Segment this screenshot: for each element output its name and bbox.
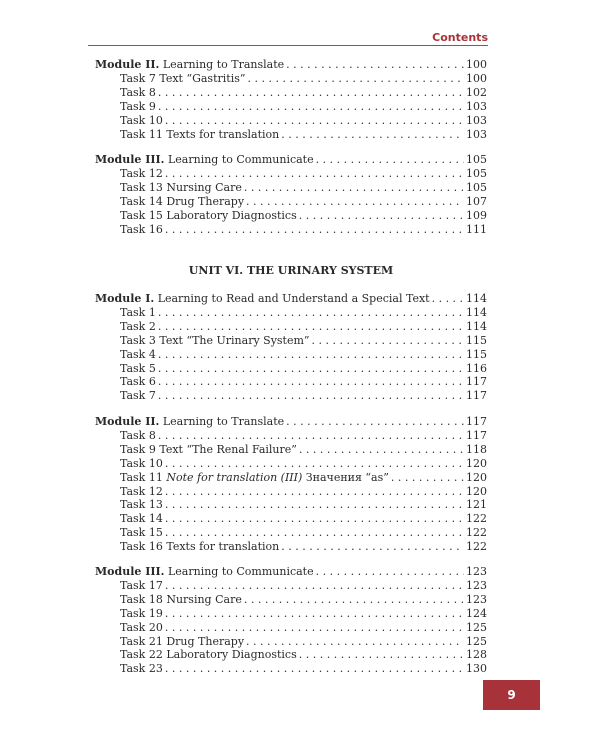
task-text: Task 14	[120, 512, 163, 526]
page-number-badge	[483, 680, 540, 710]
task-text: Task 15	[120, 526, 163, 540]
toc-task-row	[95, 621, 487, 634]
task-text: Task 15 Laboratory Diagnostics	[120, 208, 297, 222]
toc-task-row	[95, 457, 487, 470]
toc-module-row	[95, 58, 487, 71]
module-title: Learning to Translate	[162, 58, 285, 71]
leader-dots	[286, 415, 464, 428]
leader-dots	[158, 348, 464, 361]
leader-dots	[158, 86, 464, 99]
task-text: Task 9	[120, 99, 156, 113]
task-label	[95, 375, 156, 388]
task-text: Task 19	[120, 606, 163, 620]
module-label	[95, 565, 314, 578]
leader-dots	[244, 593, 464, 606]
leader-dots	[432, 292, 464, 305]
toc-task-row	[95, 320, 487, 333]
page-ref: 121	[466, 498, 487, 512]
page-ref: 105	[466, 180, 487, 194]
task-text: Task 5	[120, 361, 156, 375]
leader-dots	[391, 471, 464, 484]
task-label	[95, 526, 163, 539]
page-ref: 102	[466, 85, 487, 99]
toc-task-row	[95, 540, 487, 553]
task-label	[95, 512, 163, 525]
toc-module-row	[95, 153, 487, 166]
module-label	[95, 415, 284, 428]
toc-task-row	[95, 223, 487, 236]
task-label	[95, 362, 156, 375]
page-ref: 114	[466, 305, 487, 319]
task-text: Task 9 Text “The Renal Failure”	[120, 442, 297, 456]
task-label	[95, 648, 297, 661]
leader-dots	[165, 114, 464, 127]
page-ref: 117	[466, 415, 487, 428]
task-text: Task 10	[120, 456, 163, 470]
task-label	[95, 471, 389, 484]
task-label	[95, 457, 163, 470]
leader-dots	[165, 485, 464, 498]
page-ref: 115	[466, 347, 487, 361]
page-ref: 111	[466, 222, 487, 236]
module-title: Learning to Communicate	[167, 565, 314, 578]
leader-dots	[158, 429, 464, 442]
task-label	[95, 167, 163, 180]
leader-dots	[165, 579, 464, 592]
page-ref: 103	[466, 99, 487, 113]
leader-dots	[158, 320, 464, 333]
toc-task-row	[95, 181, 487, 194]
task-text: Task 20	[120, 620, 163, 634]
task-label	[95, 579, 163, 592]
header-rule	[88, 45, 488, 46]
leader-dots	[281, 540, 464, 553]
toc-task-row	[95, 485, 487, 498]
module-number: Module II.	[95, 415, 160, 428]
page-number: 9	[507, 688, 516, 702]
module-label	[95, 153, 314, 166]
toc-task-row	[95, 635, 487, 648]
toc-task-row	[95, 362, 487, 375]
toc-task-row	[95, 648, 487, 661]
toc-task-row	[95, 209, 487, 222]
page-ref: 107	[466, 194, 487, 208]
toc-task-row	[95, 100, 487, 113]
task-label	[95, 128, 279, 141]
leader-dots	[165, 607, 464, 620]
page-ref: 125	[466, 634, 487, 648]
leader-dots	[299, 209, 464, 222]
page-ref: 124	[466, 606, 487, 620]
module-number: Module III.	[95, 153, 165, 166]
toc-task-row	[95, 443, 487, 456]
task-label	[95, 607, 163, 620]
leader-dots	[165, 223, 464, 236]
task-text: Task 11	[120, 470, 163, 484]
toc-task-row	[95, 662, 487, 675]
toc-task-row	[95, 389, 487, 402]
toc-task-row	[95, 593, 487, 606]
leader-dots	[165, 512, 464, 525]
leader-dots	[312, 334, 464, 347]
page-ref: 123	[466, 578, 487, 592]
task-text: Task 16 Texts for translation	[120, 540, 280, 554]
toc-task-row	[95, 72, 487, 85]
task-text: Task 12	[120, 166, 163, 180]
toc-task-row	[95, 167, 487, 180]
toc-task-row	[95, 526, 487, 539]
page-ref: 115	[466, 333, 487, 347]
task-text: Task 6	[120, 375, 156, 389]
task-text: Task 16	[120, 222, 163, 236]
page-ref: 100	[466, 58, 487, 71]
page-ref: 120	[466, 456, 487, 470]
task-text: Task 14 Drug Therapy	[120, 194, 245, 208]
leader-dots	[158, 375, 464, 388]
page-ref: 117	[466, 428, 487, 442]
task-text: Task 2	[120, 319, 156, 333]
toc-module-row	[95, 292, 487, 305]
task-text: Task 7 Text “Gastritis”	[120, 71, 246, 85]
task-text: Task 3 Text “The Urinary System”	[120, 333, 310, 347]
unit-title: UNIT VI. THE URINARY SYSTEM	[188, 264, 394, 277]
leader-dots	[316, 565, 464, 578]
page-ref: 122	[466, 540, 487, 554]
page-ref: 118	[466, 442, 487, 456]
leader-dots	[286, 58, 464, 71]
page-ref: 120	[466, 484, 487, 498]
leader-dots	[165, 457, 464, 470]
leader-dots	[158, 362, 464, 375]
page-ref: 116	[466, 361, 487, 375]
page-ref: 109	[466, 208, 487, 222]
task-label	[95, 662, 163, 675]
leader-dots	[158, 389, 464, 402]
leader-dots	[246, 635, 464, 648]
module-number: Module I.	[95, 292, 155, 305]
task-label	[95, 429, 156, 442]
task-label	[95, 593, 242, 606]
page-ref: 122	[466, 512, 487, 526]
task-note-italic: Note for translation (III)	[166, 470, 303, 484]
page-ref: 100	[466, 71, 487, 85]
leader-dots	[247, 72, 464, 85]
task-label	[95, 195, 244, 208]
page-ref: 117	[466, 375, 487, 389]
toc-task-row	[95, 607, 487, 620]
task-label	[95, 209, 297, 222]
task-label	[95, 86, 156, 99]
task-text: Task 22 Laboratory Diagnostics	[120, 648, 297, 662]
task-text: Task 1	[120, 305, 156, 319]
toc-task-row	[95, 128, 487, 141]
page-ref: 114	[466, 292, 487, 305]
toc-task-row	[95, 429, 487, 442]
module-number: Module III.	[95, 565, 165, 578]
toc-task-row	[95, 195, 487, 208]
task-text: Task 13	[120, 498, 163, 512]
task-text: Task 12	[120, 484, 163, 498]
task-label	[95, 72, 245, 85]
page-ref: 130	[466, 662, 487, 676]
task-text: Task 18 Nursing Care	[120, 592, 242, 606]
toc-task-row	[95, 86, 487, 99]
page-ref: 117	[466, 389, 487, 403]
toc-task-row	[95, 306, 487, 319]
leader-dots	[299, 648, 464, 661]
leader-dots	[165, 498, 464, 511]
task-text: Task 10	[120, 113, 163, 127]
leader-dots	[316, 153, 464, 166]
task-text: Task 7	[120, 389, 156, 403]
toc-module-row	[95, 415, 487, 428]
toc-task-row	[95, 334, 487, 347]
module-title: Learning to Read and Understand a Special Text	[157, 292, 430, 305]
task-label	[95, 348, 156, 361]
toc-task-row	[95, 375, 487, 388]
task-label	[95, 621, 163, 634]
page-ref: 122	[466, 526, 487, 540]
module-number: Module II.	[95, 58, 160, 71]
page-ref: 123	[466, 565, 487, 578]
task-label	[95, 635, 244, 648]
leader-dots	[246, 195, 464, 208]
task-label	[95, 114, 163, 127]
task-label	[95, 223, 163, 236]
task-label	[95, 334, 310, 347]
leader-dots	[158, 100, 464, 113]
task-text: Task 13 Nursing Care	[120, 180, 242, 194]
leader-dots	[299, 443, 464, 456]
task-label	[95, 181, 242, 194]
task-text: Task 8	[120, 85, 156, 99]
task-label	[95, 498, 163, 511]
page-ref: 123	[466, 592, 487, 606]
page-ref: 103	[466, 113, 487, 127]
toc-task-row	[95, 471, 487, 484]
task-text: Task 8	[120, 428, 156, 442]
task-note-suffix: Значения “as”	[305, 470, 389, 484]
toc-task-row	[95, 512, 487, 525]
leader-dots	[165, 526, 464, 539]
leader-dots	[244, 181, 464, 194]
toc-task-row	[95, 498, 487, 511]
page-ref: 125	[466, 620, 487, 634]
task-label	[95, 485, 163, 498]
task-label	[95, 306, 156, 319]
task-label	[95, 100, 156, 113]
toc-module-row	[95, 565, 487, 578]
module-label	[95, 58, 284, 71]
leader-dots	[281, 128, 464, 141]
page-ref: 105	[466, 166, 487, 180]
leader-dots	[165, 662, 464, 675]
page-ref: 105	[466, 153, 487, 166]
task-text: Task 4	[120, 347, 156, 361]
page-ref: 103	[466, 127, 487, 141]
module-title: Learning to Communicate	[167, 153, 314, 166]
task-text: Task 21 Drug Therapy	[120, 634, 245, 648]
task-text: Task 11 Texts for translation	[120, 127, 280, 141]
task-label	[95, 443, 297, 456]
task-label	[95, 389, 156, 402]
leader-dots	[158, 306, 464, 319]
module-title: Learning to Translate	[162, 415, 285, 428]
task-text: Task 17	[120, 578, 163, 592]
module-label	[95, 292, 430, 305]
task-label	[95, 540, 279, 553]
leader-dots	[165, 167, 464, 180]
toc-task-row	[95, 114, 487, 127]
task-text: Task 23	[120, 662, 163, 676]
running-header: Contents	[432, 31, 488, 44]
task-label	[95, 320, 156, 333]
toc-task-row	[95, 348, 487, 361]
leader-dots	[165, 621, 464, 634]
page-ref: 114	[466, 319, 487, 333]
page-ref: 120	[466, 470, 487, 484]
toc-task-row	[95, 579, 487, 592]
page-ref: 128	[466, 648, 487, 662]
